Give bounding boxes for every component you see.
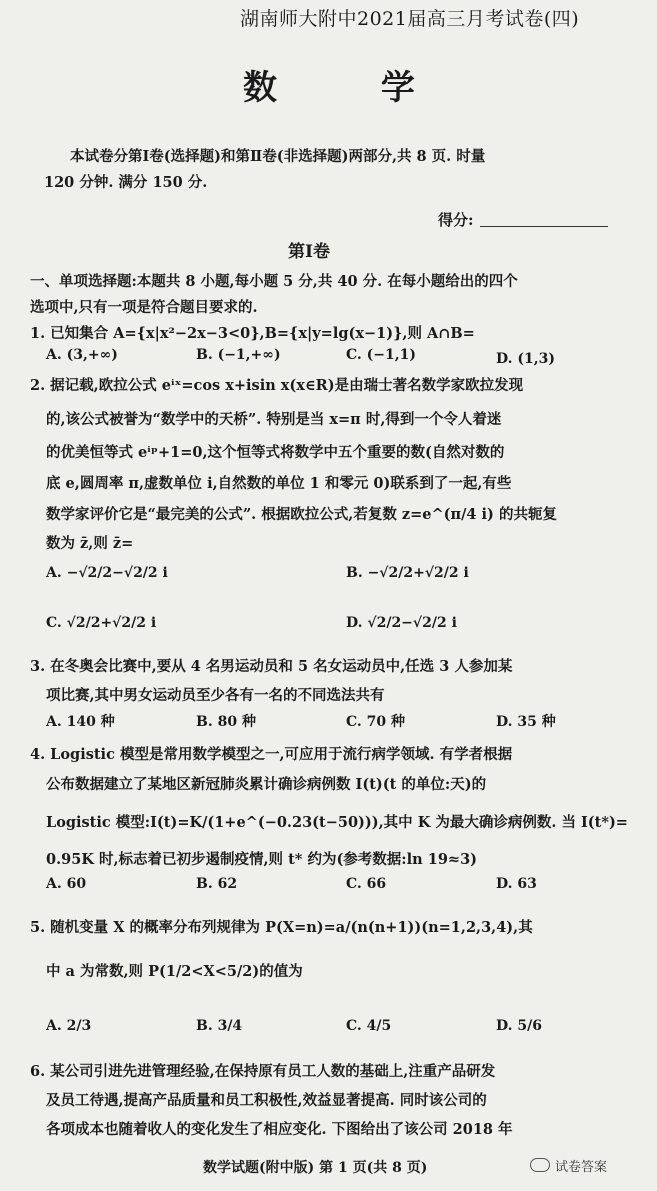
q4-line-2: 公布数据建立了某地区新冠肺炎累计确诊病例数 I(t)(t 的单位:天)的 (46, 776, 487, 793)
q4-option-a: A. 60 (46, 876, 87, 892)
q4-option-d: D. 63 (496, 876, 537, 892)
section-instructions (30, 269, 630, 321)
volume-title: 第Ⅰ卷 (288, 242, 330, 262)
q2-option-a: A. −√2/2−√2/2 i (46, 565, 168, 581)
q1-option-d: D. (1,3) (496, 351, 555, 367)
q5-option-a: A. 2/3 (46, 1018, 92, 1034)
q2-line-5: 数学家评价它是“最完美的公式”. 根据欧拉公式,若复数 z=e^(π/4 i) 的共轭复 (46, 506, 557, 523)
q3-line-1: 3. 在冬奥会比赛中,要从 4 名男运动员和 5 名女运动员中,任选 3 人参加某 (30, 658, 513, 675)
wechat-icon (530, 1158, 550, 1172)
q4-option-c: C. 66 (346, 876, 387, 892)
q4-line-3: Logistic 模型:I(t)=K/(1+e^(−0.23(t−50))),其中 K 为最大确诊病例数. 当 I(t*)= (46, 814, 628, 831)
q4-option-b: B. 62 (196, 876, 238, 892)
q6-line-3: 各项成本也随着收人的变化发生了相应变化. 下图给出了该公司 2018 年 (46, 1121, 513, 1138)
q2-line-1: 2. 据记载,欧拉公式 eⁱˣ=cos x+isin x(x∈R)是由瑞士著名数学家欧拉发现 (30, 377, 524, 394)
q4-line-1: 4. Logistic 模型是常用数学模型之一,可应用于流行病学领域. 有学者根据 (30, 746, 513, 763)
q6-line-2: 及员工待遇,提高产品质量和员工积极性,效益显著提高. 同时该公司的 (46, 1092, 487, 1109)
q5-option-d: D. 5/6 (496, 1018, 542, 1034)
q2-line-6: 数为 z̄,则 z̄= (46, 535, 134, 552)
score-blank (480, 226, 608, 227)
subject-title: 数 学 (243, 68, 461, 108)
q3-option-a: A. 140 种 (46, 714, 115, 730)
exam-intro (44, 144, 614, 196)
watermark (530, 1156, 607, 1175)
q5-line-1: 5. 随机变量 X 的概率分布列规律为 P(X=n)=a/(n(n+1))(n=1,2,3,4),其 (30, 919, 533, 936)
q4-line-4: 0.95K 时,标志着已初步遏制疫情,则 t* 约为(参考数据:ln 19≈3) (46, 851, 478, 868)
page-footer: 数学试题(附中版) 第 1 页(共 8 页) (203, 1160, 428, 1176)
score-label: 得分: (438, 211, 474, 229)
q1-option-b: B. (−1,+∞) (196, 347, 281, 363)
q2-option-d: D. √2/2−√2/2 i (346, 615, 457, 631)
q5-option-b: B. 3/4 (196, 1018, 243, 1034)
section-line-2: 选项中,只有一项是符合题目要求的. (30, 299, 258, 316)
q2-line-2: 的,该公式被誉为“数学中的天桥”. 特别是当 x=π 时,得到一个令人着迷 (46, 411, 502, 428)
q2-option-c: C. √2/2+√2/2 i (46, 615, 157, 631)
q3-line-2: 项比赛,其中男女运动员至少各有一名的不同选法共有 (46, 687, 385, 704)
q1-option-a: A. (3,+∞) (46, 347, 118, 363)
score-field (438, 209, 608, 230)
intro-line-2: 120 分钟. 满分 150 分. (44, 174, 208, 191)
q5-line-2: 中 a 为常数,则 P(1/2<X<5/2)的值为 (46, 963, 303, 980)
q2-line-3: 的优美恒等式 eⁱᵖ+1=0,这个恒等式将数学中五个重要的数(自然对数的 (46, 444, 505, 461)
section-line-1: 一、单项选择题:本题共 8 小题,每小题 5 分,共 40 分. 在每小题给出的四个 (30, 273, 518, 290)
watermark-text: 试卷答案 (555, 1160, 608, 1175)
q1-option-c: C. (−1,1) (346, 347, 416, 363)
q2-line-4: 底 e,圆周率 π,虚数单位 i,自然数的单位 1 和零元 0)联系到了一起,有些 (46, 475, 512, 492)
question-1-stem: 1. 已知集合 A={x|x²−2x−3<0},B={x|y=lg(x−1)},则 A∩B= (30, 325, 475, 342)
q5-option-c: C. 4/5 (346, 1018, 392, 1034)
q3-option-c: C. 70 种 (346, 714, 406, 730)
q6-line-1: 6. 某公司引进先进管理经验,在保持原有员工人数的基础上,注重产品研发 (30, 1063, 496, 1080)
q2-option-b: B. −√2/2+√2/2 i (346, 565, 469, 581)
q3-option-b: B. 80 种 (196, 714, 256, 730)
exam-header-title: 湖南师大附中2021届高三月考试卷(四) (240, 8, 580, 30)
intro-line-1: 本试卷分第Ⅰ卷(选择题)和第Ⅱ卷(非选择题)两部分,共 8 页. 时量 (70, 148, 486, 165)
q3-option-d: D. 35 种 (496, 714, 556, 730)
